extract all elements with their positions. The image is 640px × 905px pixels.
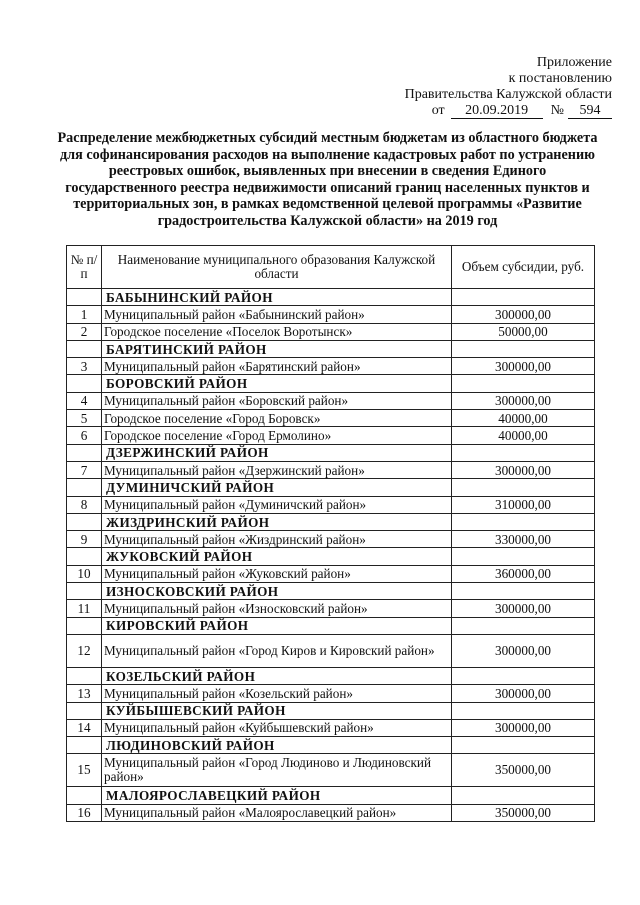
num-cell-empty (67, 340, 102, 357)
municipality-name: Муниципальный район «Куйбышевский район» (102, 719, 452, 736)
district-name: КУЙБЫШЕВСКИЙ РАЙОН (102, 702, 452, 719)
district-name: БАБЫНИНСКИЙ РАЙОН (102, 289, 452, 306)
district-name: ЛЮДИНОВСКИЙ РАЙОН (102, 737, 452, 754)
municipality-name: Муниципальный район «Город Людиново и Людиновский район» (102, 754, 452, 787)
table-row (67, 804, 595, 821)
num-cell-empty (67, 787, 102, 804)
amount-cell-empty (452, 583, 595, 600)
num-cell-empty (67, 667, 102, 684)
num-cell-empty (67, 548, 102, 565)
appendix-header (405, 55, 612, 119)
table-row (67, 565, 595, 582)
num-cell-empty (67, 375, 102, 392)
district-row (67, 787, 595, 804)
appendix-line-2: к постановлению (508, 71, 612, 86)
table-row (67, 461, 595, 478)
municipality-name: Муниципальный район «Жиздринский район» (102, 531, 452, 548)
table-row (67, 358, 595, 375)
amount-cell-empty (452, 479, 595, 496)
table-row (67, 600, 595, 617)
table-row (67, 410, 595, 427)
appendix-line-3: Правительства Калужской области (404, 87, 612, 102)
row-number: 14 (67, 719, 102, 736)
district-row (67, 375, 595, 392)
subsidy-amount: 300000,00 (452, 719, 595, 736)
district-row (67, 702, 595, 719)
municipality-name: Муниципальный район «Думиничский район» (102, 496, 452, 513)
district-name: ДУМИНИЧСКИЙ РАЙОН (102, 479, 452, 496)
decree-date: 20.09.2019 (451, 104, 543, 119)
municipality-name: Муниципальный район «Износковский район» (102, 600, 452, 617)
decree-reference (432, 103, 612, 119)
row-number: 8 (67, 496, 102, 513)
subsidy-amount: 40000,00 (452, 410, 595, 427)
district-row (67, 444, 595, 461)
subsidy-amount: 50000,00 (452, 323, 595, 340)
municipality-name: Городское поселение «Город Боровск» (102, 410, 452, 427)
row-number: 13 (67, 685, 102, 702)
table-row (67, 392, 595, 409)
subsidy-amount: 300000,00 (452, 306, 595, 323)
row-number: 7 (67, 461, 102, 478)
num-cell-empty (67, 617, 102, 634)
subsidy-amount: 310000,00 (452, 496, 595, 513)
num-cell-empty (67, 702, 102, 719)
table-row (67, 634, 595, 667)
table-header-row (67, 246, 595, 289)
table-row (67, 719, 595, 736)
subsidy-amount: 330000,00 (452, 531, 595, 548)
municipality-name: Муниципальный район «Дзержинский район» (102, 461, 452, 478)
header-name: Наименование муниципального образования Калужской области (102, 246, 452, 289)
district-name: ЖИЗДРИНСКИЙ РАЙОН (102, 513, 452, 530)
num-cell-empty (67, 513, 102, 530)
row-number: 4 (67, 392, 102, 409)
district-row (67, 289, 595, 306)
district-name: КОЗЕЛЬСКИЙ РАЙОН (102, 667, 452, 684)
table-row (67, 754, 595, 787)
district-row (67, 583, 595, 600)
district-row (67, 737, 595, 754)
municipality-name: Муниципальный район «Малоярославецкий район» (102, 804, 452, 821)
municipality-name: Муниципальный район «Жуковский район» (102, 565, 452, 582)
subsidy-amount: 350000,00 (452, 804, 595, 821)
table-row (67, 531, 595, 548)
municipality-name: Городское поселение «Город Ермолино» (102, 427, 452, 444)
number-label: № (550, 103, 564, 118)
subsidy-amount: 300000,00 (452, 634, 595, 667)
district-row (67, 667, 595, 684)
row-number: 6 (67, 427, 102, 444)
district-row (67, 340, 595, 357)
row-number: 5 (67, 410, 102, 427)
row-number: 15 (67, 754, 102, 787)
header-num: № п/п (67, 246, 102, 289)
document-title: Распределение межбюджетных субсидий местным бюджетам из областного бюджета для софинансирования расходов на выполнение кадастровых работ по устранению реестровых ошибок, выявленных при внесении в сведения Единого государственного реестра недвижимости описаний границ населенных пунктов и территориальных зон, в рамках ведомственной целевой программы «Развитие градостроительства Калужской области» на 2019 год (57, 130, 598, 229)
row-number: 11 (67, 600, 102, 617)
district-row (67, 479, 595, 496)
district-name: ДЗЕРЖИНСКИЙ РАЙОН (102, 444, 452, 461)
municipality-name: Городское поселение «Поселок Воротынск» (102, 323, 452, 340)
municipality-name: Муниципальный район «Барятинский район» (102, 358, 452, 375)
amount-cell-empty (452, 617, 595, 634)
table-row (67, 427, 595, 444)
municipality-name: Муниципальный район «Бабынинский район» (102, 306, 452, 323)
table-row (67, 496, 595, 513)
amount-cell-empty (452, 548, 595, 565)
num-cell-empty (67, 289, 102, 306)
subsidy-amount: 300000,00 (452, 600, 595, 617)
amount-cell-empty (452, 667, 595, 684)
district-row (67, 548, 595, 565)
district-name: БАРЯТИНСКИЙ РАЙОН (102, 340, 452, 357)
num-cell-empty (67, 444, 102, 461)
subsidy-amount: 300000,00 (452, 392, 595, 409)
subsidy-amount: 40000,00 (452, 427, 595, 444)
amount-cell-empty (452, 787, 595, 804)
subsidy-amount: 300000,00 (452, 358, 595, 375)
amount-cell-empty (452, 289, 595, 306)
district-row (67, 513, 595, 530)
amount-cell-empty (452, 513, 595, 530)
row-number: 1 (67, 306, 102, 323)
amount-cell-empty (452, 375, 595, 392)
row-number: 16 (67, 804, 102, 821)
num-cell-empty (67, 583, 102, 600)
row-number: 12 (67, 634, 102, 667)
subsidy-amount: 360000,00 (452, 565, 595, 582)
district-name: МАЛОЯРОСЛАВЕЦКИЙ РАЙОН (102, 787, 452, 804)
from-label: от (431, 103, 445, 118)
district-name: БОРОВСКИЙ РАЙОН (102, 375, 452, 392)
amount-cell-empty (452, 340, 595, 357)
municipality-name: Муниципальный район «Город Киров и Кировский район» (102, 634, 452, 667)
num-cell-empty (67, 479, 102, 496)
district-name: ЖУКОВСКИЙ РАЙОН (102, 548, 452, 565)
row-number: 9 (67, 531, 102, 548)
district-name: КИРОВСКИЙ РАЙОН (102, 617, 452, 634)
table-row (67, 685, 595, 702)
decree-number: 594 (568, 104, 612, 119)
table-row (67, 323, 595, 340)
row-number: 2 (67, 323, 102, 340)
subsidy-table (66, 245, 595, 822)
municipality-name: Муниципальный район «Боровский район» (102, 392, 452, 409)
subsidy-amount: 350000,00 (452, 754, 595, 787)
amount-cell-empty (452, 702, 595, 719)
district-name: ИЗНОСКОВСКИЙ РАЙОН (102, 583, 452, 600)
num-cell-empty (67, 737, 102, 754)
header-amount: Объем субсидии, руб. (452, 246, 595, 289)
table-row (67, 306, 595, 323)
appendix-line-1: Приложение (536, 55, 612, 70)
amount-cell-empty (452, 444, 595, 461)
subsidy-amount: 300000,00 (452, 685, 595, 702)
municipality-name: Муниципальный район «Козельский район» (102, 685, 452, 702)
table-body (67, 289, 595, 822)
row-number: 10 (67, 565, 102, 582)
row-number: 3 (67, 358, 102, 375)
amount-cell-empty (452, 737, 595, 754)
subsidy-amount: 300000,00 (452, 461, 595, 478)
district-row (67, 617, 595, 634)
